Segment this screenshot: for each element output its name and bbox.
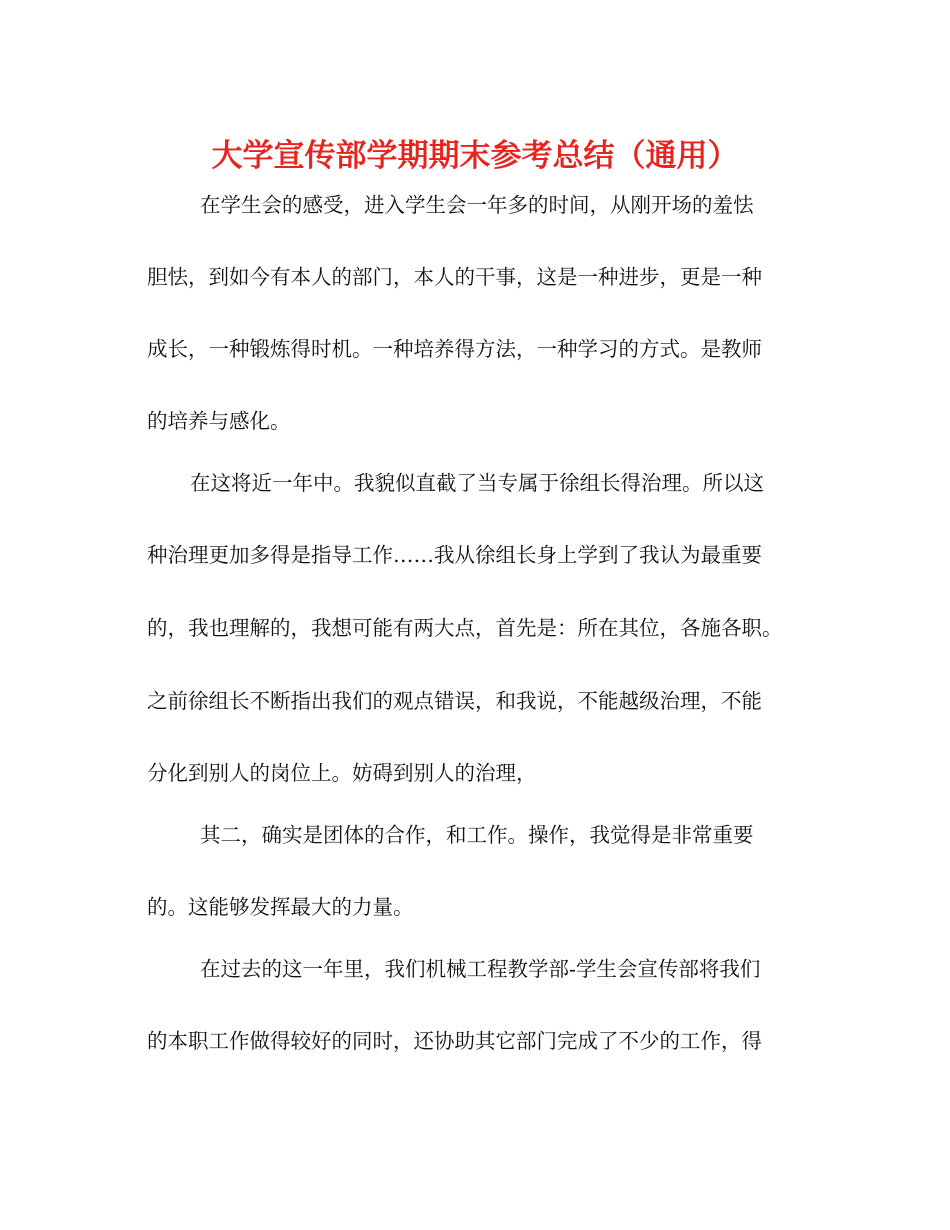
text-line: 之前徐组长不断指出我们的观点错误，和我说，不能越级治理，不能 xyxy=(147,689,762,713)
text-line: 的培养与感化。 xyxy=(147,409,291,433)
text-line: 胆怯，到如今有本人的部门，本人的干事，这是一种进步，更是一种 xyxy=(147,265,762,289)
text-line: 成长，一种锻炼得时机。一种培养得方法，一种学习的方式。是教师 xyxy=(147,337,762,361)
text-line: 在过去的这一年里，我们机械工程教学部-学生会宣传部将我们 xyxy=(200,957,761,981)
document-title: 大学宣传部学期期末参考总结（通用） xyxy=(211,138,739,174)
text-line: 在这将近一年中。我貌似直截了当专属于徐组长得治理。所以这 xyxy=(190,471,764,495)
text-line: 的本职工作做得较好的同时，还协助其它部门完成了不少的工作，得 xyxy=(147,1029,762,1053)
text-line: 其二，确实是团体的合作，和工作。操作，我觉得是非常重要 xyxy=(200,823,754,847)
text-line: 在学生会的感受，进入学生会一年多的时间，从刚开场的羞怯 xyxy=(200,193,754,217)
text-line: 的，我也理解的，我想可能有两大点，首先是：所在其位，各施各职。 xyxy=(147,616,783,640)
text-line: 分化到别人的岗位上。妨碍到别人的治理， xyxy=(147,761,537,785)
text-line: 种治理更加多得是指导工作……我从徐组长身上学到了我认为最重要 xyxy=(147,543,762,567)
text-line: 的。这能够发挥最大的力量。 xyxy=(147,895,414,919)
